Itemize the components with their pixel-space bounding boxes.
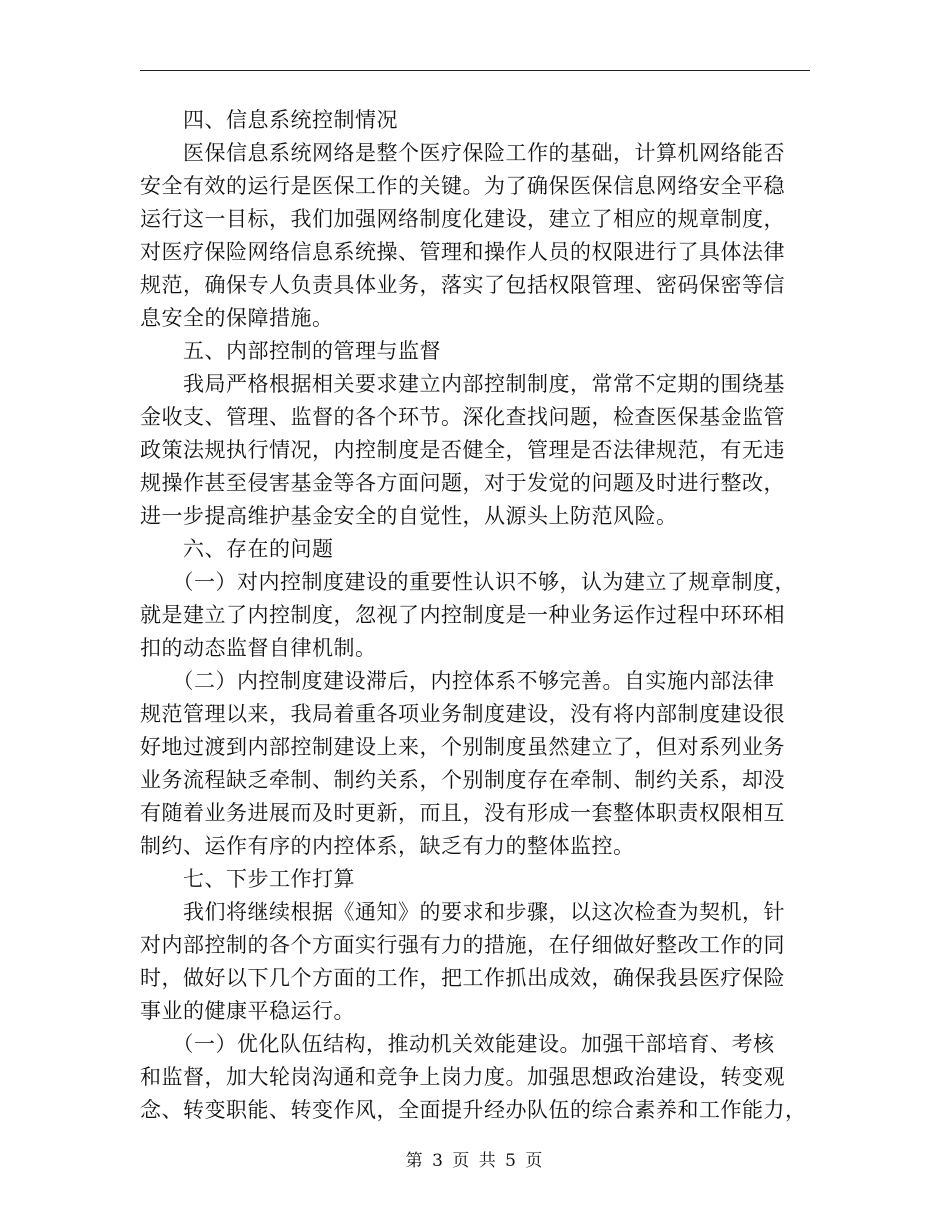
text-line: 对内部控制的各个方面实行强有力的措施，在仔细做好整改工作的同 (140, 933, 785, 957)
text-line: 好地过渡到内部控制建设上来，个别制度虽然建立了，但对系列业务 (140, 735, 785, 759)
text-line: 运行这一目标，我们加强网络制度化建设，建立了相应的规章制度， (140, 207, 785, 231)
header-rule (140, 70, 810, 71)
text-line: 制约、运作有序的内控体系，缺乏有力的整体监控。 (140, 834, 635, 858)
text-line: 事业的健康平稳运行。 (140, 999, 355, 1023)
text-line: 息安全的保障措施。 (140, 306, 334, 330)
text-line: 对医疗保险网络信息系统操、管理和操作人员的权限进行了具体法律 (140, 240, 785, 264)
text-line: 业务流程缺乏牵制、制约关系，个别制度存在牵制、制约关系，却没 (140, 768, 785, 792)
text-line: 医保信息系统网络是整个医疗保险工作的基础，计算机网络能否 (140, 141, 785, 165)
text-line: 七、下步工作打算 (140, 867, 355, 891)
text-line: （一）优化队伍结构，推动机关效能建设。加强干部培育、考核 (140, 1032, 775, 1056)
text-line: 规范，确保专人负责具体业务，落实了包括权限管理、密码保密等信 (140, 273, 785, 297)
text-line: 五、内部控制的管理与监督 (140, 339, 441, 363)
document-body (140, 104, 810, 1127)
text-line: 就是建立了内控制度，忽视了内控制度是一种业务运作过程中环环相 (140, 603, 785, 627)
text-line: 政策法规执行情况，内控制度是否健全，管理是否法律规范，有无违 (140, 438, 785, 462)
text-line: 我们将继续根据《通知》的要求和步骤，以这次检查为契机，针 (140, 900, 785, 924)
text-line: 进一步提高维护基金安全的自觉性，从源头上防范风险。 (140, 504, 678, 528)
text-line: 念、转变职能、转变作风，全面提升经办队伍的综合素养和工作能力， (140, 1098, 807, 1122)
text-line: 规范管理以来，我局着重各项业务制度建设，没有将内部制度建设很 (140, 702, 785, 726)
text-line: 金收支、管理、监督的各个环节。深化查找问题，检查医保基金监管 (140, 405, 785, 429)
text-line: 规操作甚至侵害基金等各方面问题，对于发觉的问题及时进行整改， (140, 471, 785, 495)
text-line: 我局严格根据相关要求建立内部控制制度，常常不定期的围绕基 (140, 372, 785, 396)
text-line: （二）内控制度建设滞后，内控体系不够完善。自实施内部法律 (140, 669, 775, 693)
text-line: （一）对内控制度建设的重要性认识不够，认为建立了规章制度， (140, 570, 796, 594)
page-footer: 第 3 页 共 5 页 (405, 1151, 545, 1171)
text-line: 安全有效的运行是医保工作的关键。为了确保医保信息网络安全平稳 (140, 174, 785, 198)
text-line: 四、信息系统控制情况 (140, 108, 398, 132)
text-line: 和监督，加大轮岗沟通和竞争上岗力度。加强思想政治建设，转变观 (140, 1065, 785, 1089)
text-line: 六、存在的问题 (140, 537, 334, 561)
text-line: 扣的动态监督自律机制。 (140, 636, 377, 660)
text-line: 有随着业务进展而及时更新，而且，没有形成一套整体职责权限相互 (140, 801, 785, 825)
text-line: 时，做好以下几个方面的工作，把工作抓出成效，确保我县医疗保险 (140, 966, 785, 990)
